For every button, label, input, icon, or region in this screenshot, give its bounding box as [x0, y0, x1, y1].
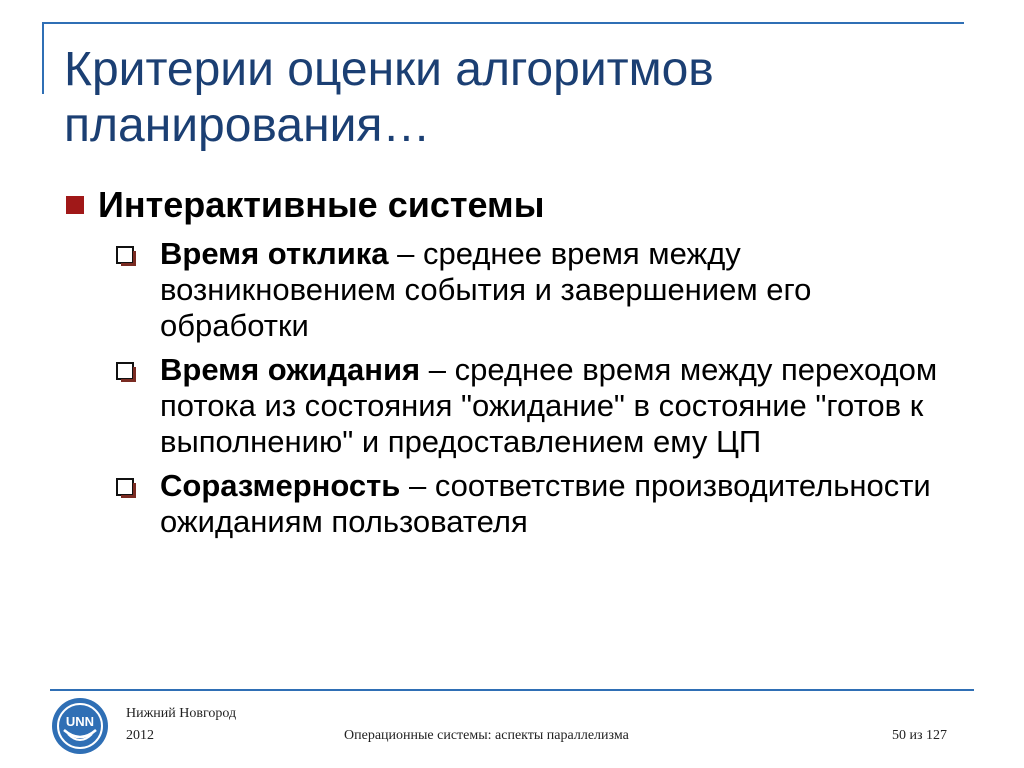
item-term: Соразмерность [160, 468, 401, 503]
checkbox-bullet-icon [116, 362, 134, 380]
footer-city: Нижний Новгород [126, 706, 237, 721]
list-item-text [160, 352, 966, 460]
checkbox-bullet-icon [116, 478, 134, 496]
slide-title [64, 42, 964, 154]
square-bullet-icon [66, 196, 84, 214]
footer-course: Операционные системы: аспекты параллелизма [344, 728, 629, 743]
checkbox-bullet-icon [116, 246, 134, 264]
item-term: Время ожидания [160, 352, 421, 387]
top-rule [42, 22, 964, 24]
list-item-text [160, 236, 966, 344]
list-item [116, 468, 966, 540]
section-heading-text: Интерактивные системы [98, 184, 545, 225]
item-description: – соответствие производительности ожиданиям пользователя [160, 468, 931, 539]
section-heading [66, 184, 986, 226]
slide-title-line-1: Критерии оценки алгоритмов [64, 43, 714, 96]
left-rule [42, 22, 44, 94]
item-term: Время отклика [160, 236, 389, 271]
logo-text: UNN [65, 714, 95, 729]
slide-title-line-2: планирования… [64, 99, 431, 152]
list-item-text [160, 468, 966, 540]
item-description: – среднее время между переходом потока из состояния "ожидание" в состояние "готов к выполнению" и предоставлением ему ЦП [160, 352, 938, 459]
list-item [116, 352, 966, 460]
item-description: – среднее время между возникновением события и завершением его обработки [160, 236, 812, 343]
page-number: 50 из 127 [892, 728, 948, 743]
university-logo [50, 696, 110, 756]
list-item [116, 236, 966, 344]
criteria-list [116, 236, 966, 548]
bottom-rule [50, 689, 974, 691]
footer-year: 2012 [126, 728, 154, 743]
